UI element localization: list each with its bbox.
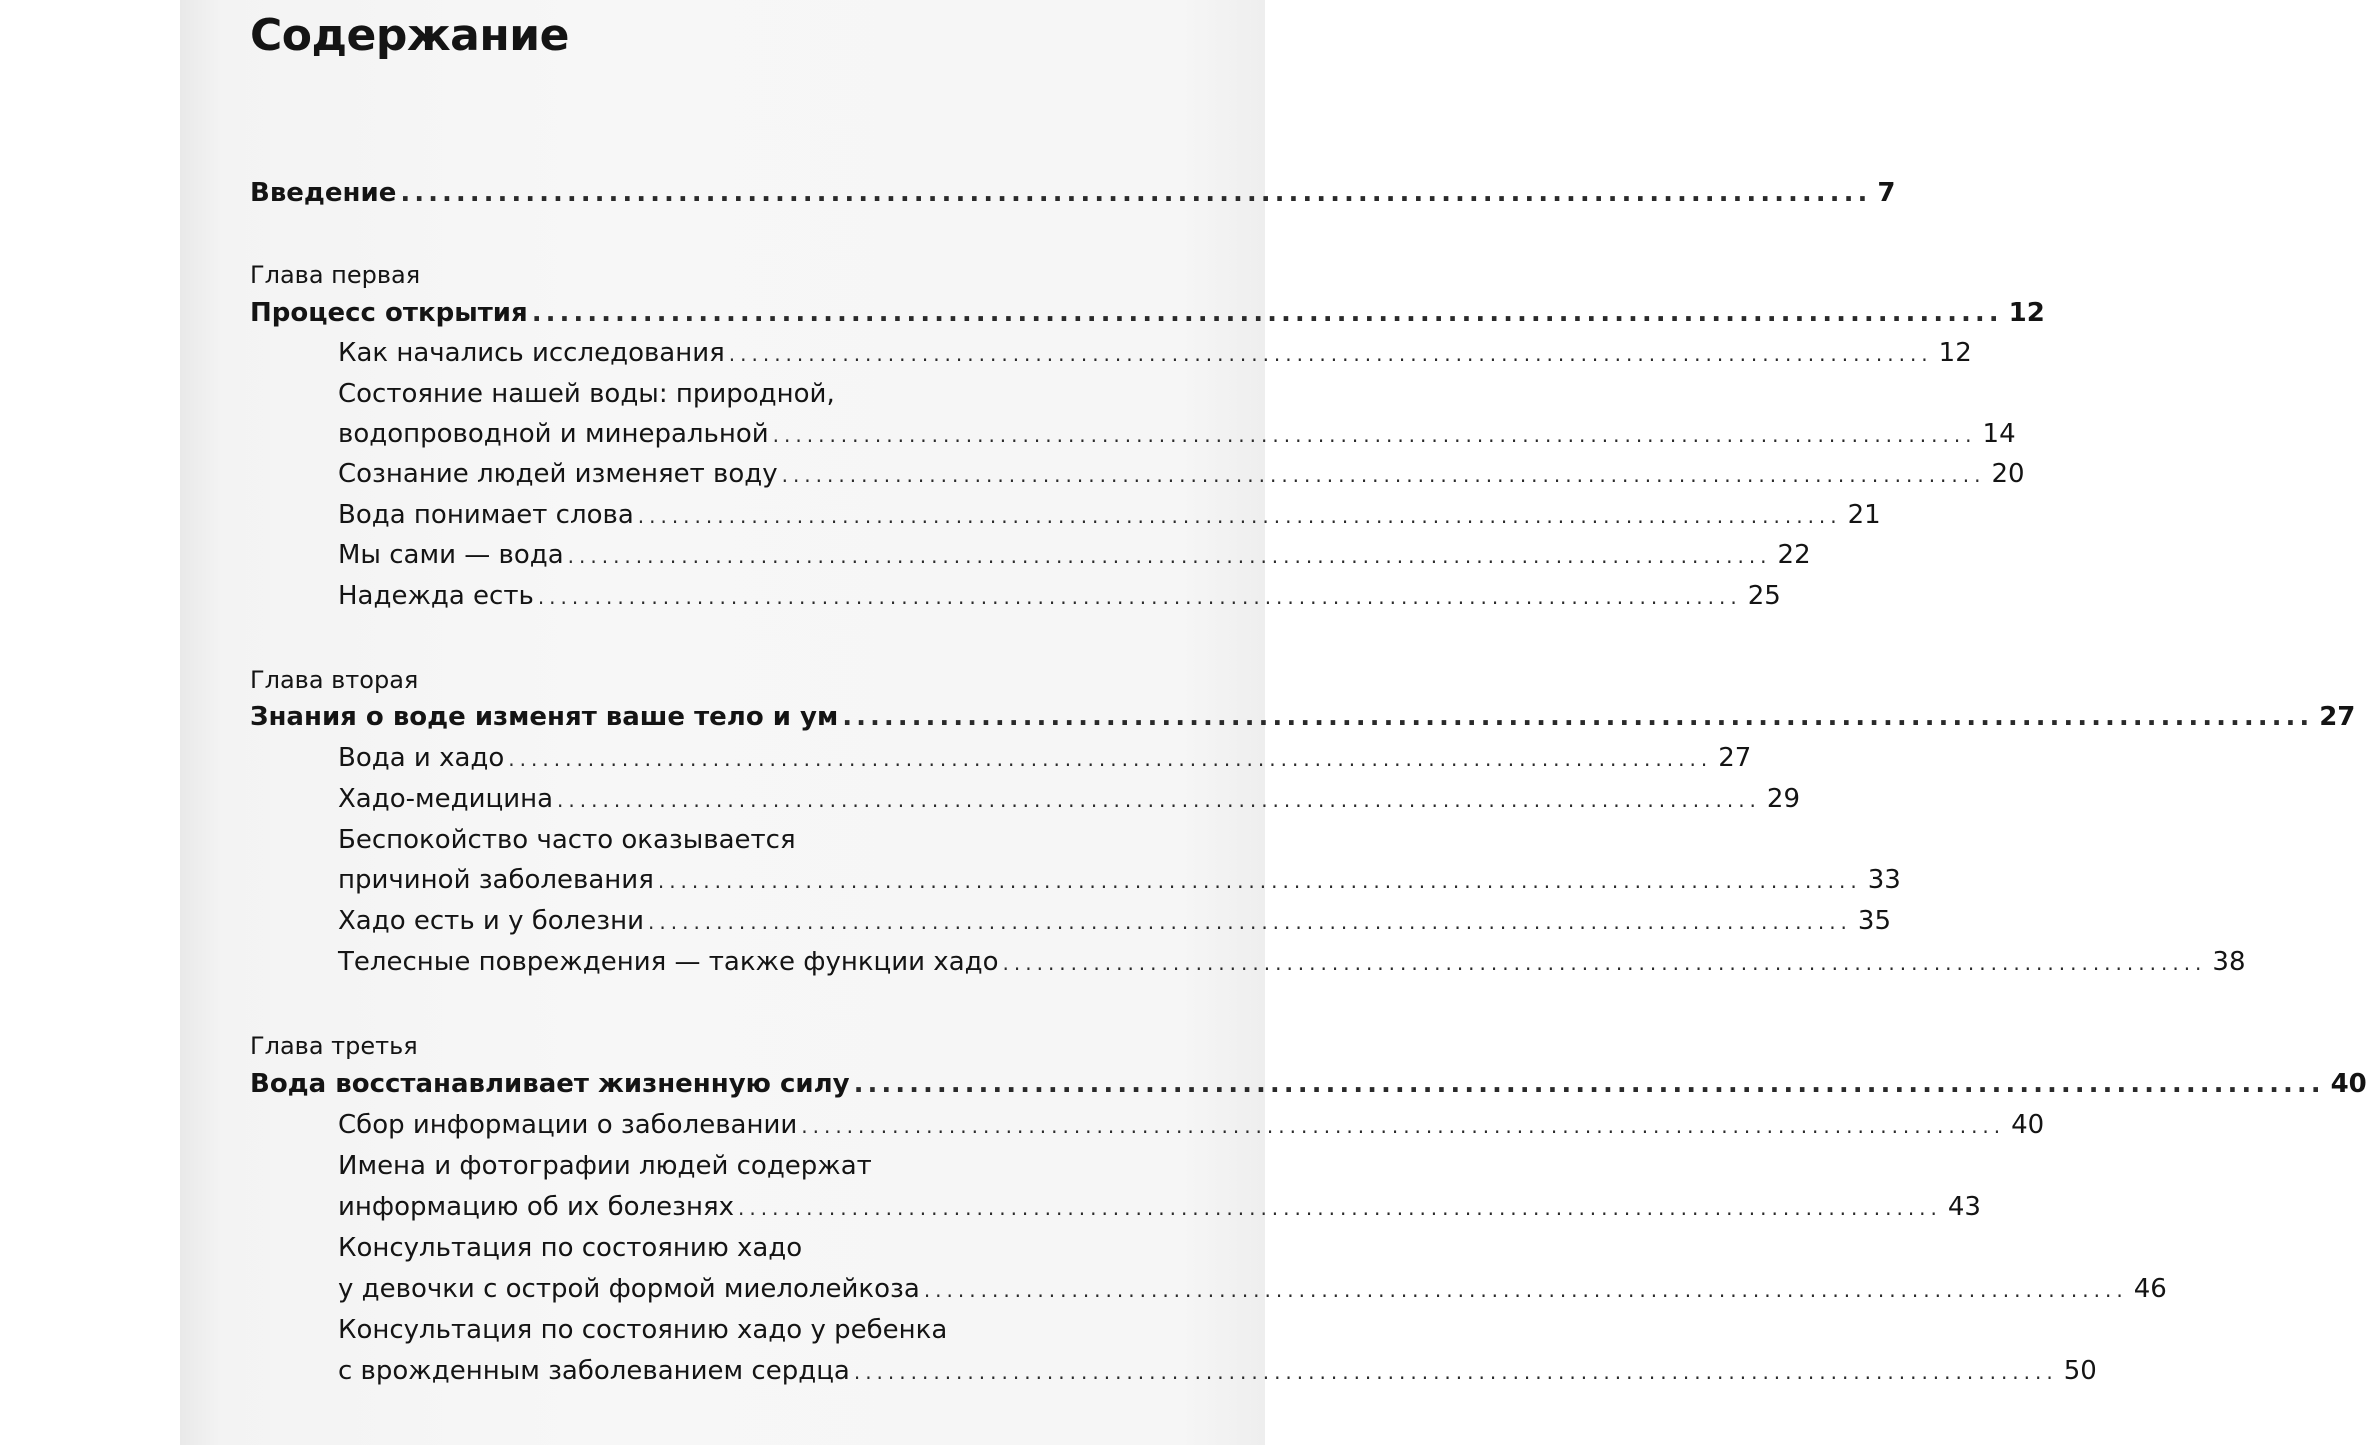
toc-entry-page: 21 xyxy=(1847,500,1881,530)
toc-entry-title: причиной заболевания xyxy=(338,865,654,895)
toc-entry-page: 12 xyxy=(2008,298,2045,328)
toc-entry-page: 46 xyxy=(2133,1274,2167,1304)
dot-leader: .......................................................................................................... xyxy=(508,747,1713,771)
toc-entry-page: 14 xyxy=(1982,419,2016,449)
dot-leader: .......................................................................................................... xyxy=(637,504,1842,528)
toc-entry xyxy=(338,1110,2045,1140)
toc-entry xyxy=(338,743,1752,773)
toc-entry xyxy=(338,419,2016,449)
toc-chapter-3 xyxy=(250,1069,2367,1099)
toc-entry-page: 38 xyxy=(2212,947,2246,977)
dot-leader: .......................................................................................................... xyxy=(923,1278,2128,1302)
toc-entry-title: Процесс открытия xyxy=(250,298,528,328)
toc-entry-title: информацию об их болезнях xyxy=(338,1192,734,1222)
dot-leader: .......................................................................................................... xyxy=(531,298,2003,328)
toc-entry-page: 12 xyxy=(1938,338,1972,368)
dot-leader: .......................................................................................................... xyxy=(772,423,1977,447)
dot-leader: .......................................................................................................... xyxy=(537,585,1742,609)
dot-leader: .......................................................................................................... xyxy=(853,1069,2325,1099)
dot-leader: .......................................................................................................... xyxy=(648,910,1852,934)
toc-entry-page: 25 xyxy=(1747,581,1781,611)
toc-entry-page: 20 xyxy=(1991,459,2025,489)
toc-entry-title: Вода восстанавливает жизненную силу xyxy=(250,1069,850,1099)
page-title: Содержание xyxy=(250,10,569,61)
toc-entry-page: 43 xyxy=(1947,1192,1981,1222)
dot-leader: .......................................................................................................... xyxy=(853,1360,2058,1384)
toc-entry-title-line: Консультация по состоянию хадо у ребенка xyxy=(338,1315,948,1345)
toc-entry xyxy=(338,338,1972,368)
toc-entry-introduction xyxy=(250,178,1896,208)
toc-entry xyxy=(338,784,1801,814)
toc-entry-title: с врожденным заболеванием сердца xyxy=(338,1356,850,1386)
toc-entry-page: 27 xyxy=(1718,743,1752,773)
toc-entry xyxy=(338,865,1901,895)
toc-entry-title: Как начались исследования xyxy=(338,338,725,368)
toc-entry-page: 22 xyxy=(1777,540,1811,570)
dot-leader: .......................................................................................................... xyxy=(801,1114,2006,1138)
book-page xyxy=(180,0,2367,1445)
toc-entry-title: Хадо-медицина xyxy=(338,784,554,814)
toc-entry-title: Знания о воде изменят ваше тело и ум xyxy=(250,702,839,732)
toc-entry-page: 40 xyxy=(2011,1110,2045,1140)
toc-entry-page: 40 xyxy=(2330,1069,2367,1099)
chapter-label-1: Глава первая xyxy=(250,261,421,289)
dot-leader: .......................................................................................................... xyxy=(567,544,1772,568)
dot-leader: .......................................................................................................... xyxy=(1002,951,2207,975)
toc-entry-title: Сознание людей изменяет воду xyxy=(338,459,778,489)
toc-entry-title: Вода и хадо xyxy=(338,743,505,773)
toc-entry-title-line: Состояние нашей воды: природной, xyxy=(338,379,835,409)
dot-leader: .......................................................................................................... xyxy=(557,788,1761,812)
toc-entry xyxy=(338,540,1811,570)
dot-leader: .......................................................................................................... xyxy=(781,463,1986,487)
toc-entry-page: 35 xyxy=(1857,906,1891,936)
dot-leader: .......................................................................................................... xyxy=(738,1196,1942,1220)
toc-entry-title: Надежда есть xyxy=(338,581,534,611)
toc-entry-title-line: Консультация по состоянию хадо xyxy=(338,1233,803,1263)
toc-entry xyxy=(338,500,1881,530)
toc-entry-title: Хадо есть и у болезни xyxy=(338,906,645,936)
toc-entry-page: 27 xyxy=(2319,702,2356,732)
dot-leader: .......................................................................................................... xyxy=(728,342,1933,366)
toc-entry xyxy=(338,1274,2167,1304)
dot-leader: .......................................................................................................... xyxy=(657,869,1862,893)
chapter-label-2: Глава вторая xyxy=(250,666,419,694)
toc-entry-title: у девочки с острой формой миелолейкоза xyxy=(338,1274,920,1304)
dot-leader: .......................................................................................................... xyxy=(400,178,1872,208)
toc-entry xyxy=(338,459,2025,489)
toc-entry-page: 29 xyxy=(1766,784,1801,814)
toc-entry xyxy=(338,1356,2097,1386)
toc-entry-title: водопроводной и минеральной xyxy=(338,419,769,449)
toc-entry-page: 7 xyxy=(1877,178,1896,208)
toc-entry xyxy=(338,906,1891,936)
toc-entry xyxy=(338,947,2246,977)
toc-entry-page: 50 xyxy=(2063,1356,2097,1386)
chapter-label-3: Глава третья xyxy=(250,1032,418,1060)
toc-entry-title: Мы сами — вода xyxy=(338,540,564,570)
toc-chapter-2 xyxy=(250,702,2356,732)
toc-entry-title: Сбор информации о заболевании xyxy=(338,1110,798,1140)
dot-leader: .......................................................................................................... xyxy=(842,702,2314,732)
toc-entry xyxy=(338,581,1781,611)
toc-entry xyxy=(338,1192,1981,1222)
toc-entry-title: Вода понимает слова xyxy=(338,500,634,530)
toc-entry-title: Введение xyxy=(250,178,397,208)
toc-entry-title-line: Имена и фотографии людей содержат xyxy=(338,1151,872,1181)
toc-entry-title: Телесные повреждения — также функции хадо xyxy=(338,947,999,977)
toc-entry-title-line: Беспокойство часто оказывается xyxy=(338,825,796,855)
toc-chapter-1 xyxy=(250,298,2045,328)
toc-entry-page: 33 xyxy=(1867,865,1901,895)
